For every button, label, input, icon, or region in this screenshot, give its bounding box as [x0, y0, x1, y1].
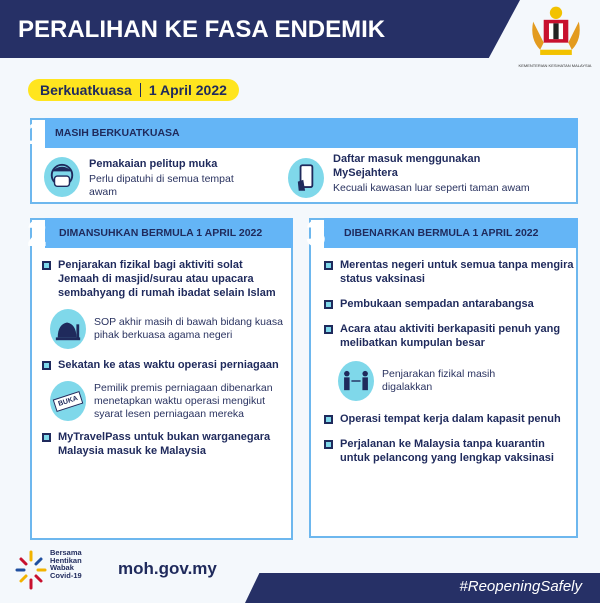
bullet-icon: [324, 325, 333, 334]
social-distancing-icon: [338, 361, 374, 401]
section-1-item: [288, 152, 574, 198]
effective-date: 1 April 2022: [148, 82, 227, 98]
effective-date-pill: [28, 79, 239, 101]
website-link[interactable]: moh.gov.my: [118, 559, 217, 578]
item-heading: Pembukaan sempadan antarabangsa: [340, 298, 534, 310]
section-2-header: DIMANSUHKAN BERMULA 1 APRIL 2022: [45, 218, 293, 248]
item-heading: Perjalanan ke Malaysia tanpa kuarantin untuk pelancong yang lengkap vaksinasi: [340, 438, 554, 464]
section-1-header: MASIH BERKUATKUASA: [45, 118, 578, 148]
ministry-name: KEMENTERIAN KESIHATAN MALAYSIA: [518, 63, 592, 68]
item-heading: Daftar masuk menggunakan MySejahtera: [333, 153, 481, 179]
bullet-icon: [324, 440, 333, 449]
bullet-icon: [42, 433, 51, 442]
list-item: [324, 437, 574, 465]
sign-label: BUKA: [53, 390, 84, 411]
phone-icon: [288, 158, 324, 198]
divider: [140, 83, 141, 97]
hashtag: #ReopeningSafely: [459, 578, 582, 595]
open-sign-icon: [50, 381, 86, 421]
section-3-number: 3: [306, 213, 327, 254]
section-2-list: [42, 258, 286, 458]
section-1-item: [44, 157, 284, 199]
face-mask-icon: [44, 157, 80, 197]
list-item: [324, 412, 574, 426]
bullet-icon: [42, 361, 51, 370]
item-note-row: [324, 361, 574, 401]
list-item: [324, 297, 574, 311]
campaign-logo-icon: [14, 548, 48, 592]
list-item: [324, 258, 574, 286]
item-heading: MyTravelPass untuk bukan warganegara Malaysia masuk ke Malaysia: [58, 431, 271, 457]
item-note-row: [42, 381, 286, 421]
campaign-line: Covid-19: [50, 570, 82, 580]
bullet-icon: [324, 261, 333, 270]
item-note-row: [42, 309, 286, 349]
item-heading: Acara atau aktiviti berkapasiti penuh yang melibatkan kumpulan besar: [340, 323, 561, 349]
item-note: Pemilik premis perniagaan dibenarkan menetapkan waktu operasi mengikut syarat lesen perniagaan mereka: [94, 381, 273, 420]
effective-label: Berkuatkuasa: [40, 82, 132, 98]
item-heading: Penjarakan fizikal bagi aktiviti solat Jemaah di masjid/surau atau upacara sembahyang di rumah ibadat selain Islam: [58, 259, 276, 299]
campaign-line: Bersama: [50, 548, 82, 557]
section-3-list: [324, 258, 574, 465]
item-heading: Merentas negeri untuk semua tanpa mengira status vaksinasi: [340, 259, 574, 285]
page-title: PERALIHAN KE FASA ENDEMIK: [18, 16, 386, 43]
item-text: Perlu dipatuhi di semua tempat awam: [89, 173, 234, 198]
list-item: [324, 322, 574, 350]
coat-of-arms-logo: [524, 4, 588, 62]
list-item: [42, 258, 286, 300]
item-text: Kecuali kawasan luar seperti taman awam: [333, 182, 530, 194]
campaign-line: Wabak: [50, 563, 74, 572]
item-note: SOP akhir masih di bawah bidang kuasa pihak berkuasa agama negeri: [94, 316, 283, 341]
list-item: [42, 430, 286, 458]
item-note: Penjarakan fizikal masih digalakkan: [382, 368, 496, 393]
bullet-icon: [42, 261, 51, 270]
item-heading: Sekatan ke atas waktu operasi perniagaan: [58, 359, 279, 371]
item-heading: Pemakaian pelitup muka: [89, 158, 218, 170]
section-1-number: 1: [28, 115, 46, 151]
campaign-line: Hentikan: [50, 555, 82, 565]
mosque-icon: [50, 309, 86, 349]
section-3-header: DIBENARKAN BERMULA 1 APRIL 2022: [324, 218, 578, 248]
campaign-text: [50, 549, 82, 579]
item-heading: Operasi tempat kerja dalam kapasit penuh: [340, 413, 561, 425]
bullet-icon: [324, 300, 333, 309]
list-item: [42, 358, 286, 372]
section-2-number: 2: [27, 213, 48, 254]
bullet-icon: [324, 415, 333, 424]
